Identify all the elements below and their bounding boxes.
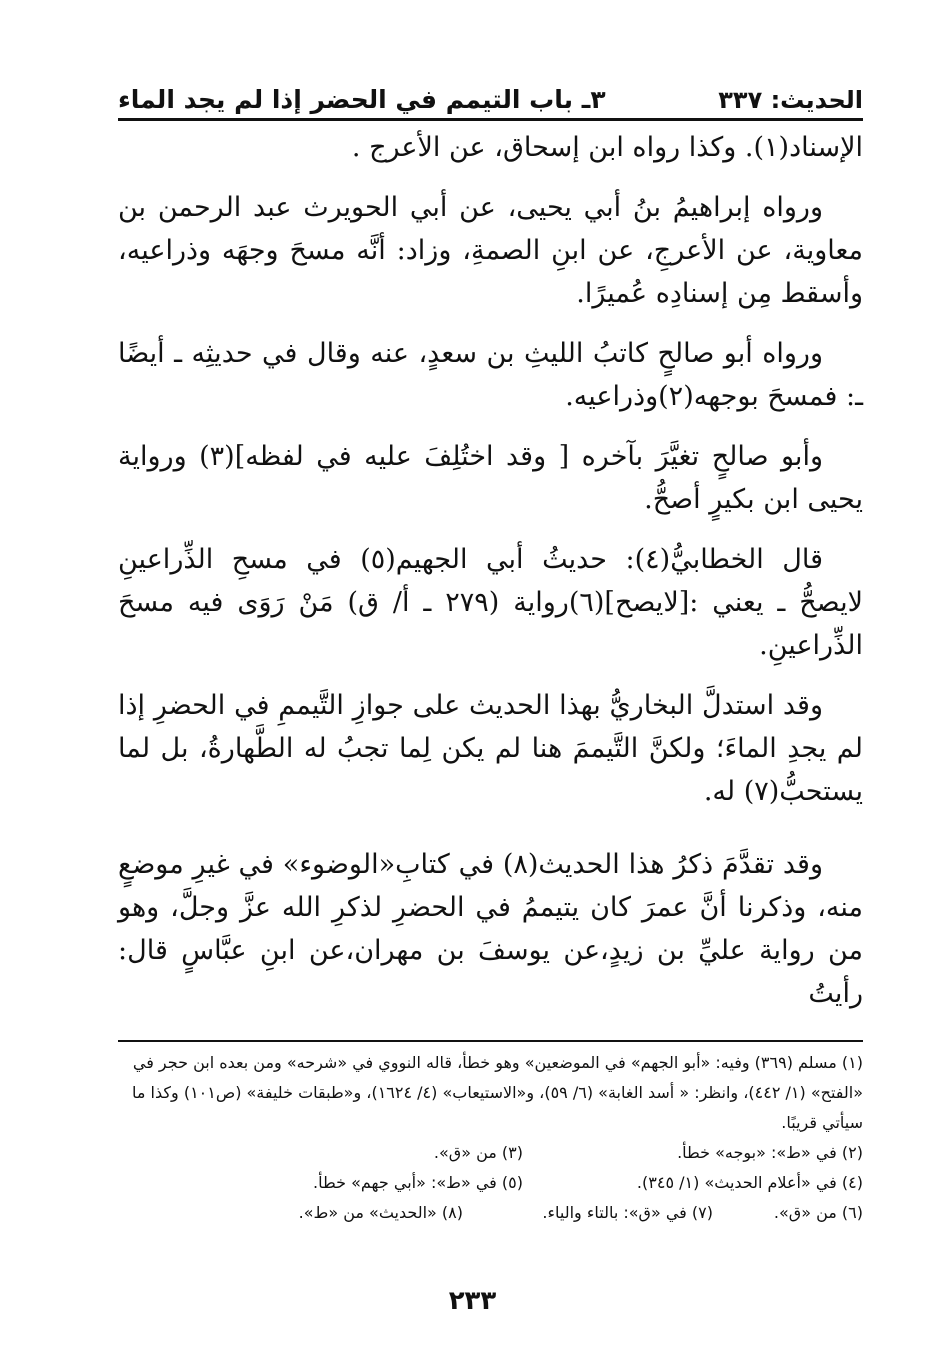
- paragraph: ورواه إبراهيمُ بنُ أبي يحيى، عن أبي الحويرث عبد الرحمن بن معاوية، عن الأعرجِ، عن ابنِ الصمةِ، وزاد: أنَّه مسحَ وجهَه وذراعيه، وأسقط مِن إسنادِه عُميرًا.: [118, 192, 863, 309]
- paragraph: ورواه أبو صالحٍ كاتبُ الليثِ بن سعدٍ، عنه وقال في حديثِه ـ أيضًا ـ: فمسحَ بوجهه(٢)وذراعيه.: [118, 338, 863, 412]
- footnote-3: (٣) من «ق».: [433, 1143, 523, 1162]
- footnote-5: (٥) في «ط»: «أبي جهم» خطأ.: [313, 1173, 523, 1192]
- footnote-divider: [118, 1040, 863, 1042]
- paragraph: وقد استدلَّ البخاريُّ بهذا الحديث على جوازِ التَّيممِ في الحضرِ إذا لم يجدِ الماءَ؛ ولكنَّ التَّيممَ هنا لم يكن لِما تجبُ له الطَّهارةُ، بل لما يستحبُّ(٧) له.: [118, 690, 863, 807]
- footnote-row: [118, 1168, 863, 1198]
- page-number: ٢٣٣: [448, 1286, 497, 1316]
- footnote-8: (٨) «الحديث» من «ط».: [298, 1203, 463, 1222]
- paragraph: قال الخطابيُّ(٤): حديثُ أبي الجهيم(٥) في مسحِ الذِّراعينِ لايصحُّ ـ يعني :[لايصح](٦)رواية (٢٧٩ ـ أ/ ق) مَنْ رَوَى فيه مسحَ الذِّراعينِ.: [118, 544, 864, 661]
- footnote-1: (١) مسلم (٣٦٩) وفيه: «أبو الجهم» في الموضعين» وهو خطأ، قاله النووي في «شرحه» ومن بعده ابن حجر في «الفتح» (١/ ٤٤٢)، وانظر: « أسد الغابة» (٦/ ٥٩)، و«الاستيعاب» (٤/ ١٦٢٤)، و«طبقات خليفة» (ص١٠١) وكذا ما سيأتي قريبًا.: [132, 1053, 863, 1132]
- footnote-2: (٢) في «ط»: «بوجه» خطأ.: [677, 1143, 863, 1162]
- main-text: [118, 126, 863, 1032]
- paragraph: الإسناد(١). وكذا رواه ابن إسحاق، عن الأعرج .: [351, 132, 863, 163]
- hadith-number: الحديث: ٣٣٧: [718, 86, 863, 114]
- chapter-title: ٣ـ باب التيمم في الحضر إذا لم يجد الماء: [118, 85, 606, 114]
- footnote-row: [118, 1138, 863, 1168]
- footnote-7: (٧) في «ق»: بالتاء والياء.: [542, 1203, 713, 1222]
- footnote-4: (٤) في «أعلام الحديث» (١/ ٣٤٥).: [636, 1173, 863, 1192]
- paragraph: وأبو صالحٍ تغيَّرَ بآخره [ وقد اختُلِفَ عليه في لفظه](٣) ورواية يحيى ابن بكيرٍ أصحُّ.: [118, 441, 863, 515]
- running-header: [118, 66, 863, 121]
- paragraph: وقد تقدَّمَ ذكرُ هذا الحديث(٨) في كتابِ«الوضوء» في غيرِ موضعٍ منه، وذكرنا أنَّ عمرَ كان يتيممُ في الحضرِ لذكرِ الله عزَّ وجلَّ، وهو من رواية عليِّ بن زيدٍ،عن يوسفَ بن مهران،عن ابنِ عبَّاسٍ قال: رأيتُ: [118, 849, 863, 1009]
- footnotes: [118, 1048, 863, 1228]
- footnote-6: (٦) من «ق».: [773, 1203, 863, 1222]
- footnote-row: [118, 1198, 863, 1228]
